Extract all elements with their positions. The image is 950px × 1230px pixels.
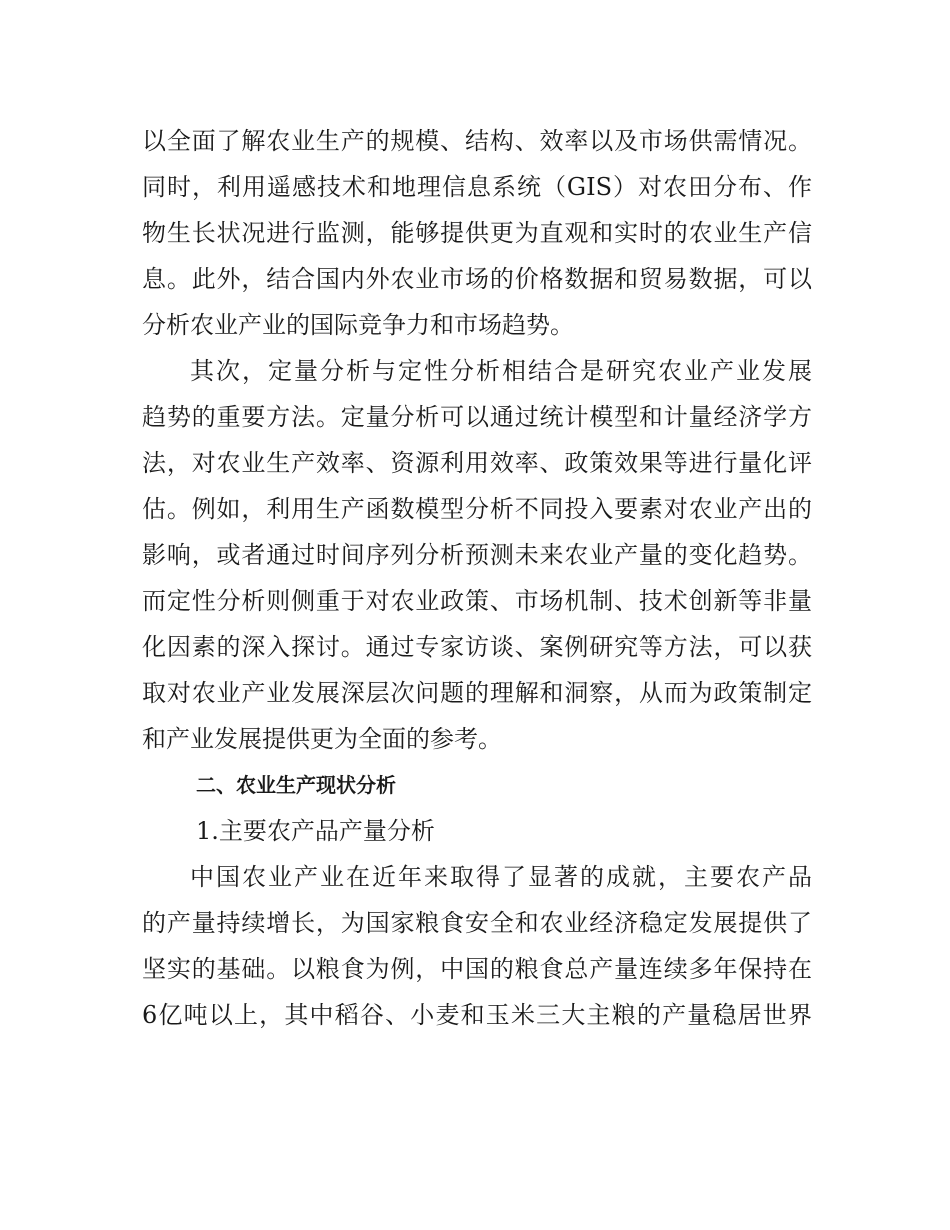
- section-heading: 二、农业生产现状分析: [196, 773, 396, 797]
- subsection-heading: 1.主要农产品产量分析: [196, 817, 435, 845]
- body-text-line: 其次，定量分析与定性分析相结合是研究农业产业发展: [190, 357, 812, 385]
- body-text-line: 估。例如，利用生产函数模型分析不同投入要素对农业产出的: [142, 495, 812, 523]
- body-text-line: 同时，利用遥感技术和地理信息系统（GIS）对农田分布、作: [142, 173, 812, 201]
- body-text-line: 影响，或者通过时间序列分析预测未来农业产量的变化趋势。: [142, 541, 812, 569]
- body-text-line: 和产业发展提供更为全面的参考。: [142, 725, 502, 753]
- body-text-line: 化因素的深入探讨。通过专家访谈、案例研究等方法，可以获: [142, 633, 812, 661]
- body-text-line: 物生长状况进行监测，能够提供更为直观和实时的农业生产信: [142, 219, 812, 247]
- body-text-line: 法，对农业生产效率、资源利用效率、政策效果等进行量化评: [142, 449, 812, 477]
- body-text-line: 分析农业产业的国际竞争力和市场趋势。: [142, 311, 574, 339]
- body-text-line: 以全面了解农业生产的规模、结构、效率以及市场供需情况。: [142, 127, 812, 155]
- body-text-line: 而定性分析则侧重于对农业政策、市场机制、技术创新等非量: [142, 587, 812, 615]
- body-text-line: 6亿吨以上，其中稻谷、小麦和玉米三大主粮的产量稳居世界: [142, 1001, 812, 1029]
- body-text-line: 趋势的重要方法。定量分析可以通过统计模型和计量经济学方: [142, 403, 812, 431]
- body-text-line: 坚实的基础。以粮食为例，中国的粮食总产量连续多年保持在: [142, 955, 812, 983]
- body-text-line: 息。此外，结合国内外农业市场的价格数据和贸易数据，可以: [142, 265, 812, 293]
- body-text-line: 中国农业产业在近年来取得了显著的成就，主要农产品: [190, 863, 812, 891]
- body-text-line: 的产量持续增长，为国家粮食安全和农业经济稳定发展提供了: [142, 909, 812, 937]
- body-text-line: 取对农业产业发展深层次问题的理解和洞察，从而为政策制定: [142, 679, 812, 707]
